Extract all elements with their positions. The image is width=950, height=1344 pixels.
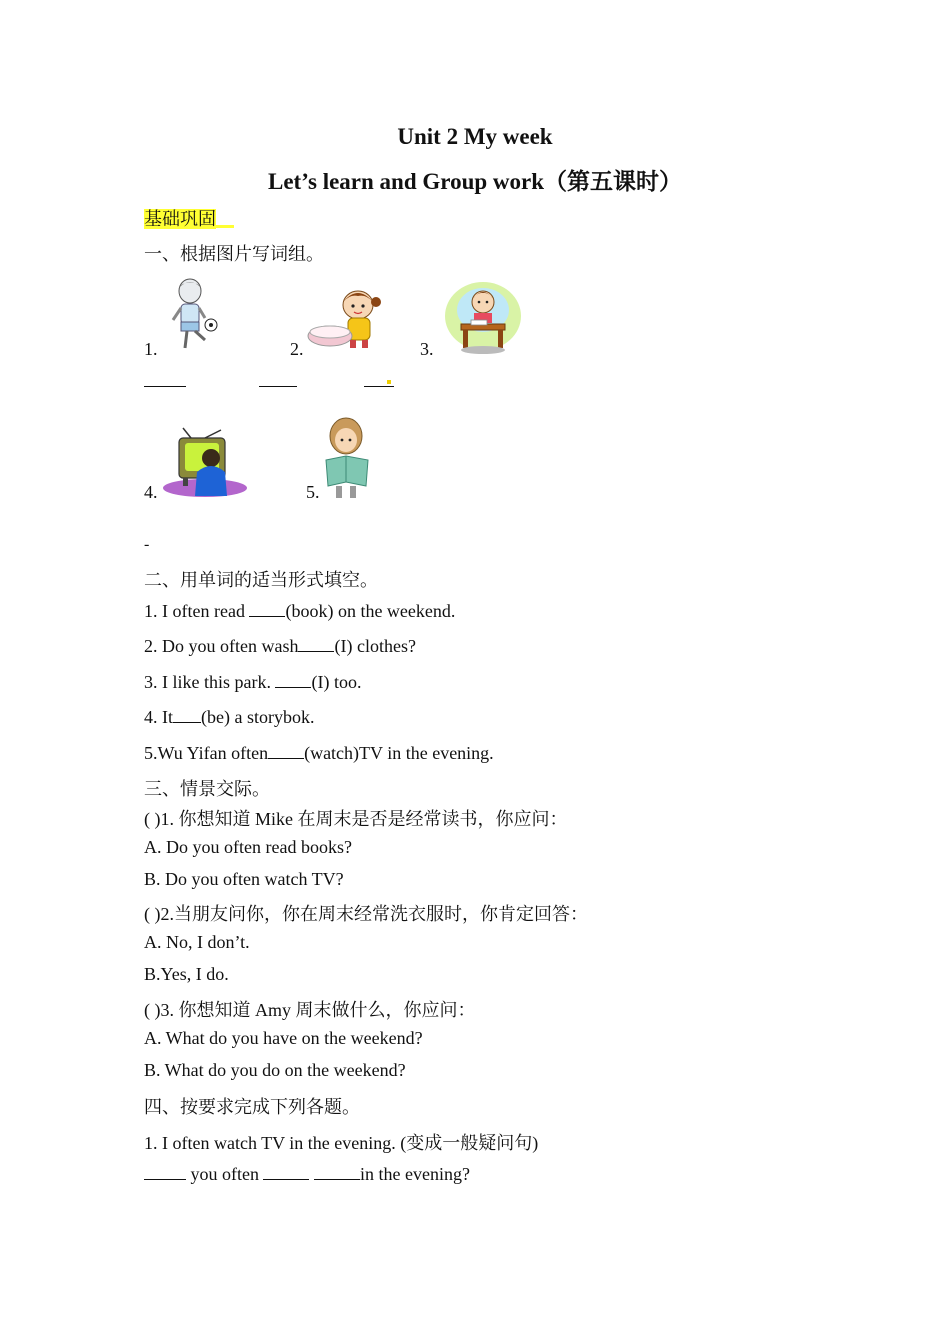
answer-text-mid: you often (186, 1164, 264, 1184)
page-subtitle: Let’s learn and Group work（第五课时） (267, 169, 683, 194)
part4-question-1: 1. I often watch TV in the evening. (变成一般疑问句) (144, 1133, 539, 1153)
part2-question-5 (144, 743, 494, 764)
yellow-mark (387, 380, 391, 384)
q-text-before: 2. Do you often wash (144, 636, 299, 656)
girl-reading-book-picture (322, 416, 374, 500)
q-text-before: 4. It (144, 707, 173, 727)
part2-question-4 (144, 707, 314, 728)
q-text-before: 3. I like this park. (144, 672, 276, 692)
item-number-5: 5. (306, 482, 320, 502)
part3-question-2: ( )2.当朋友问你，你在周末经常洗衣服时，你肯定回答： (144, 904, 588, 924)
part3-q1-option-b[interactable]: B. Do you often watch TV? (144, 869, 344, 889)
part4-heading: 四、按要求完成下列各题。 (144, 1097, 360, 1117)
fill-blank[interactable] (173, 721, 201, 723)
fill-blank[interactable] (298, 650, 334, 652)
answer-text-end: in the evening? (359, 1164, 470, 1184)
girl-doing-homework-picture (443, 280, 523, 356)
part3-question-1: ( )1. 你想知道 Mike 在周末是否是经常读书，你应问： (144, 809, 568, 829)
part2-question-2 (144, 636, 416, 657)
q-text-after: (be) a storybok. (201, 707, 315, 727)
q-text-after: (book) on the weekend. (285, 601, 456, 621)
part3-q3-option-a[interactable]: A. What do you have on the weekend? (144, 1028, 423, 1048)
part3-q3-option-b[interactable]: B. What do you do on the weekend? (144, 1060, 406, 1080)
stray-mark: - (144, 536, 150, 553)
answer-blank-3[interactable] (364, 385, 394, 387)
boy-playing-football-picture (165, 278, 225, 354)
q-text-after: (I) clothes? (334, 636, 416, 656)
part1-heading: 一、根据图片写词组。 (144, 244, 324, 264)
boy-watching-tv-picture (161, 426, 251, 500)
answer-blank[interactable] (314, 1178, 360, 1180)
q-text-after: (watch)TV in the evening. (304, 743, 494, 763)
item-number-4: 4. (144, 482, 158, 502)
answer-blank-1[interactable] (144, 385, 186, 387)
q-text-before: 1. I often read (144, 601, 250, 621)
girl-washing-clothes-picture (306, 288, 386, 352)
part3-question-3: ( )3. 你想知道 Amy 周末做什么，你应问： (144, 1000, 476, 1020)
page-title: Unit 2 My week (397, 124, 553, 149)
part2-heading: 二、用单词的适当形式填空。 (144, 570, 378, 590)
part3-q2-option-b[interactable]: B.Yes, I do. (144, 964, 229, 984)
answer-blank-2[interactable] (259, 385, 297, 387)
q-text-after: (I) too. (311, 672, 362, 692)
fill-blank[interactable] (275, 686, 311, 688)
answer-blank[interactable] (263, 1178, 309, 1180)
part3-q2-option-a[interactable]: A. No, I don’t. (144, 932, 250, 952)
highlighted-label: 基础巩固 (144, 209, 216, 229)
item-number-3: 3. (420, 339, 434, 359)
part2-question-3 (144, 672, 361, 693)
answer-blank[interactable] (144, 1178, 186, 1180)
section-basic-label (144, 205, 234, 231)
item-number-1: 1. (144, 339, 158, 359)
fill-blank[interactable] (268, 757, 304, 759)
part3-q1-option-a[interactable]: A. Do you often read books? (144, 837, 352, 857)
highlight-tail (216, 225, 234, 228)
item-number-2: 2. (290, 339, 304, 359)
fill-blank[interactable] (249, 615, 285, 617)
part3-heading: 三、情景交际。 (144, 779, 270, 799)
part4-answer-line (144, 1164, 470, 1185)
part2-question-1 (144, 601, 455, 622)
q-text-before: 5.Wu Yifan often (144, 743, 269, 763)
